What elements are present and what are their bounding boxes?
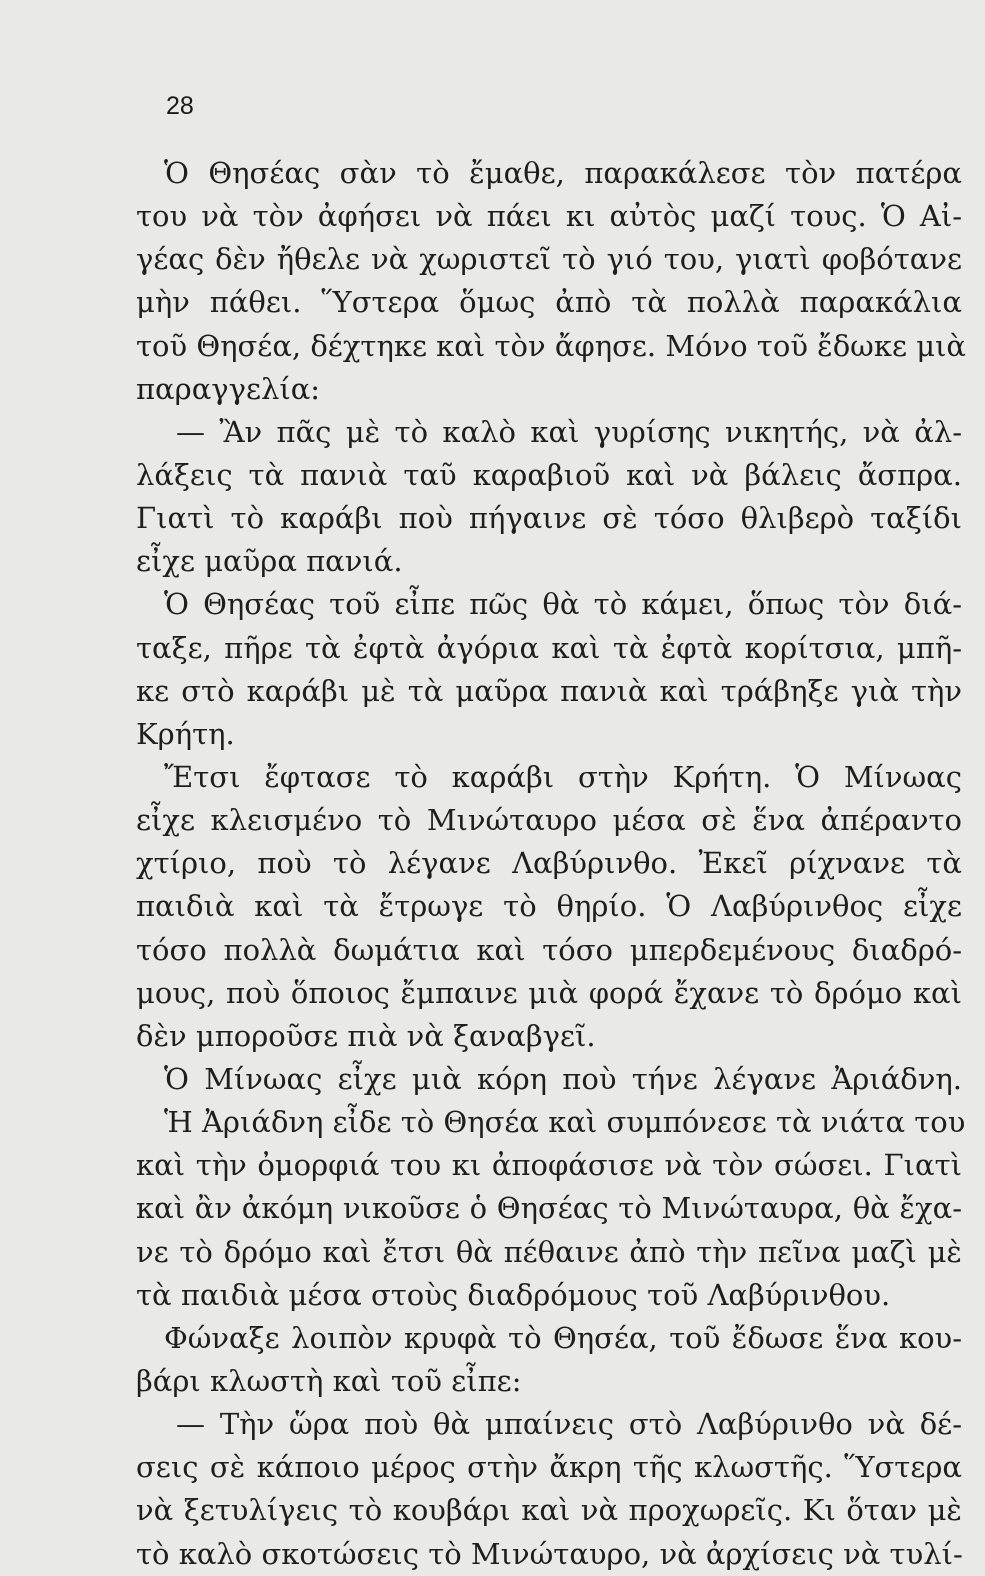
- text-line: ταξε, πῆρε τὰ ἐφτὰ ἀγόρια καὶ τὰ ἐφτὰ κορίτσια, μπῆ-: [136, 630, 962, 665]
- text-line: βάρι κλωστὴ καὶ τοῦ εἶπε:: [136, 1363, 522, 1398]
- text-line: Φώναξε λοιπὸν κρυφὰ τὸ Θησέα, τοῦ ἔδωσε ἕνα κου-: [164, 1320, 962, 1355]
- text-line: νὰ ξετυλίγεις τὸ κουβάρι καὶ νὰ προχωρεῖς. Κι ὅταν μὲ: [136, 1493, 962, 1528]
- text-line: — Τὴν ὥρα ποὺ θὰ μπαίνεις στὸ Λαβύρινθο νὰ δέ-: [176, 1407, 962, 1442]
- text-line: εἶχε κλεισμένο τὸ Μινώταυρο μέσα σὲ ἕνα ἀπέραντο: [136, 803, 962, 838]
- text-line: Κρήτη.: [136, 716, 235, 751]
- text-line: καὶ τὴν ὀμορφιά του κι ἀποφάσισε νὰ τὸν σώσει. Γιατὶ: [136, 1148, 962, 1183]
- text-line: τὰ παιδιὰ μέσα στοὺς διαδρόμους τοῦ Λαβύρινθου.: [136, 1277, 891, 1312]
- text-line: λάξεις τὰ πανιὰ ταῦ καραβιοῦ καὶ νὰ βάλεις ἄσπρα.: [136, 457, 962, 492]
- text-line: παραγγελία:: [136, 371, 321, 406]
- text-line: Ἡ Ἀριάδνη εἶδε τὸ Θησέα καὶ συμπόνεσε τὰ νιάτα του: [164, 1105, 966, 1140]
- text-line: Ὁ Μίνωας εἶχε μιὰ κόρη ποὺ τήνε λέγανε Ἀριάδνη.: [164, 1061, 962, 1096]
- page-number: 28: [166, 92, 194, 120]
- text-line: Ὁ Θησέας σὰν τὸ ἔμαθε, παρακάλεσε τὸν πατέρα: [164, 156, 962, 190]
- text-line: κε στὸ καράβι μὲ τὰ μαῦρα πανιὰ καὶ τράβηξε γιὰ τὴν: [136, 673, 962, 708]
- text-line: Ὁ Θησέας τοῦ εἶπε πῶς θὰ τὸ κάμει, ὅπως τὸν διά-: [164, 587, 962, 622]
- text-line: γέας δὲν ἤθελε νὰ χωριστεῖ τὸ γιό του, γιατὶ φοβότανε: [136, 242, 962, 277]
- text-line: παιδιὰ καὶ τὰ ἔτρωγε τὸ θηρίο. Ὁ Λαβύρινθος εἶχε: [136, 889, 962, 924]
- text-line: τὸ καλὸ σκοτώσεις τὸ Μινώταυρο, νὰ ἀρχίσεις νὰ τυλί-: [136, 1536, 963, 1571]
- text-line: του νὰ τὸν ἀφήσει νὰ πάει κι αὐτὸς μαζί τους. Ὁ Αἰ-: [136, 199, 962, 234]
- text-line: νε τὸ δρόμο καὶ ἔτσι θὰ πέθαινε ἀπὸ τὴν πεῖνα μαζὶ μὲ: [136, 1234, 962, 1269]
- text-line: σεις σὲ κάποιο μέρος στὴν ἄκρη τῆς κλωστῆς. Ὕστερα: [136, 1450, 962, 1485]
- text-line: καὶ ἂν ἀκόμη νικοῦσε ὁ Θησέας τὸ Μινώταυρα, θὰ ἔχα-: [136, 1191, 962, 1226]
- body-text: [136, 152, 966, 1576]
- text-line: Ἔτσι ἔφτασε τὸ καράβι στὴν Κρήτη. Ὁ Μίνωας: [164, 759, 962, 794]
- text-line: μους, ποὺ ὅποιος ἔμπαινε μιὰ φορά ἔχανε τὸ δρόμο καὶ: [136, 975, 962, 1010]
- text-line: — Ἂν πᾶς μὲ τὸ καλὸ καὶ γυρίσης νικητής, νὰ ἀλ-: [176, 414, 962, 449]
- text-line: χτίριο, ποὺ τὸ λέγανε Λαβύρινθο. Ἐκεῖ ρίχνανε τὰ: [136, 846, 962, 881]
- text-line: εἶχε μαῦρα πανιά.: [136, 544, 403, 579]
- text-line: Γιατὶ τὸ καράβι ποὺ πήγαινε σὲ τόσο θλιβερὸ ταξίδι: [136, 501, 962, 536]
- text-line: τόσο πολλὰ δωμάτια καὶ τόσο μπερδεμένους διαδρό-: [136, 932, 962, 967]
- text-line: μὴν πάθει. Ὕστερα ὅμως ἀπὸ τὰ πολλὰ παρακάλια: [136, 285, 962, 320]
- text-line: τοῦ Θησέα, δέχτηκε καὶ τὸν ἄφησε. Μόνο τοῦ ἔδωκε μιὰ: [136, 328, 966, 363]
- text-line: δὲν μποροῦσε πιὰ νὰ ξαναβγεῖ.: [136, 1018, 596, 1053]
